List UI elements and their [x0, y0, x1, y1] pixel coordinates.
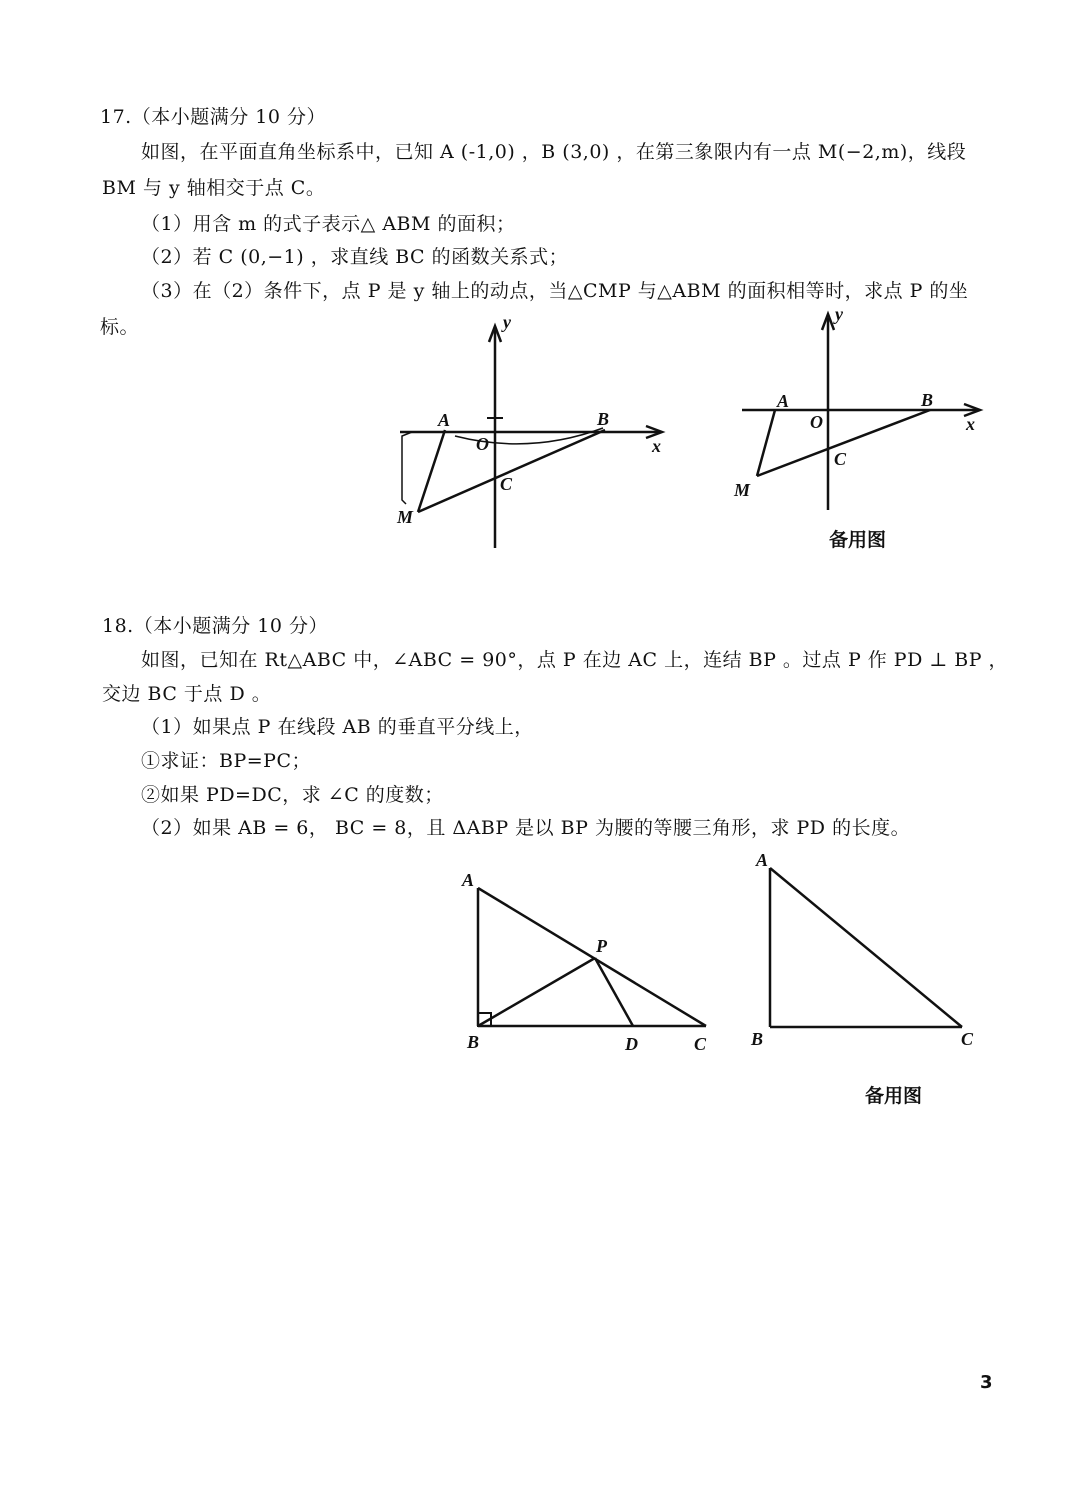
q17-fig2-label-A: A [777, 391, 790, 411]
q17-fig2-label-M: M [734, 480, 751, 500]
q17-part1: （1）用含 m 的式子表示△ ABM 的面积； [141, 213, 516, 235]
q17-fig1-seg-AM [418, 430, 445, 512]
q17-fig1-label-O: O [476, 434, 489, 454]
q18-fig2-label-B: B [751, 1029, 764, 1049]
q17-fig1-label-x: x [652, 436, 661, 456]
q17-fig2-label-x: x [966, 414, 975, 434]
q17-fig2-caption: 备用图 [829, 529, 887, 551]
q18-part1-a: ①求证：BP=PC； [141, 750, 311, 772]
q17-fig1-sketch-bracket [402, 432, 412, 504]
q18-fig2-seg-AC [770, 868, 962, 1027]
q17-fig2-label-y: y [835, 304, 843, 324]
q17-part3-line2: 标。 [100, 316, 140, 338]
q18-fig1-seg-BP [478, 958, 595, 1026]
q17-part2: （2）若 C (0,−1) ，求直线 BC 的函数关系式； [141, 246, 569, 268]
q17-header: 17.（本小题满分 10 分） [100, 106, 326, 128]
q18-stem-line1: 如图，已知在 Rt△ABC 中，∠ABC = 90°，点 P 在边 AC 上，连结 BP 。过点 P 作 PD ⊥ BP ， [141, 649, 1009, 671]
q17-fig2-seg-AM [757, 410, 775, 476]
q18-fig1-label-C: C [694, 1034, 707, 1054]
q17-fig1-label-y: y [503, 312, 511, 332]
q18-header: 18.（本小题满分 10 分） [102, 615, 328, 637]
q17-fig1-label-A: A [438, 410, 451, 430]
q18-stem-line2: 交边 BC 于点 D 。 [102, 683, 272, 705]
q17-stem-line2: BM 与 y 轴相交于点 C。 [102, 177, 326, 199]
q18-fig2-label-A: A [756, 850, 769, 870]
q18-fig1-label-D: D [625, 1034, 638, 1054]
q18-part2: （2）如果 AB = 6， BC = 8，且 ΔABP 是以 BP 为腰的等腰三角形，求 PD 的长度。 [141, 817, 911, 839]
q17-fig1-label-B: B [597, 409, 610, 429]
q17-fig1-label-M: M [397, 507, 414, 527]
q17-fig2-label-B: B [921, 390, 934, 410]
q17-fig1-seg-BM [418, 430, 605, 512]
q18-fig1-label-P: P [596, 936, 607, 956]
q17-part3-line1: （3）在（2）条件下，点 P 是 y 轴上的动点，当△CMP 与△ABM 的面积相等时，求点 P 的坐 [141, 280, 969, 302]
page-number: 3 [980, 1372, 993, 1393]
q18-fig1-label-A: A [462, 870, 475, 890]
q17-fig2-label-C: C [834, 449, 847, 469]
q17-stem-line1: 如图，在平面直角坐标系中，已知 A (-1,0) ，B (3,0) ，在第三象限内有一点 M(−2,m)，线段 [141, 141, 967, 163]
q18-fig2-caption: 备用图 [865, 1085, 923, 1107]
q18-part1-b: ②如果 PD=DC，求 ∠C 的度数； [141, 784, 444, 806]
q17-fig2-label-O: O [810, 412, 823, 432]
q18-fig1-seg-PD [595, 958, 633, 1026]
q18-part1: （1）如果点 P 在线段 AB 的垂直平分线上， [141, 716, 534, 738]
q18-fig2-label-C: C [961, 1029, 974, 1049]
q18-fig1-label-B: B [467, 1032, 480, 1052]
q17-fig1-label-C: C [500, 474, 513, 494]
